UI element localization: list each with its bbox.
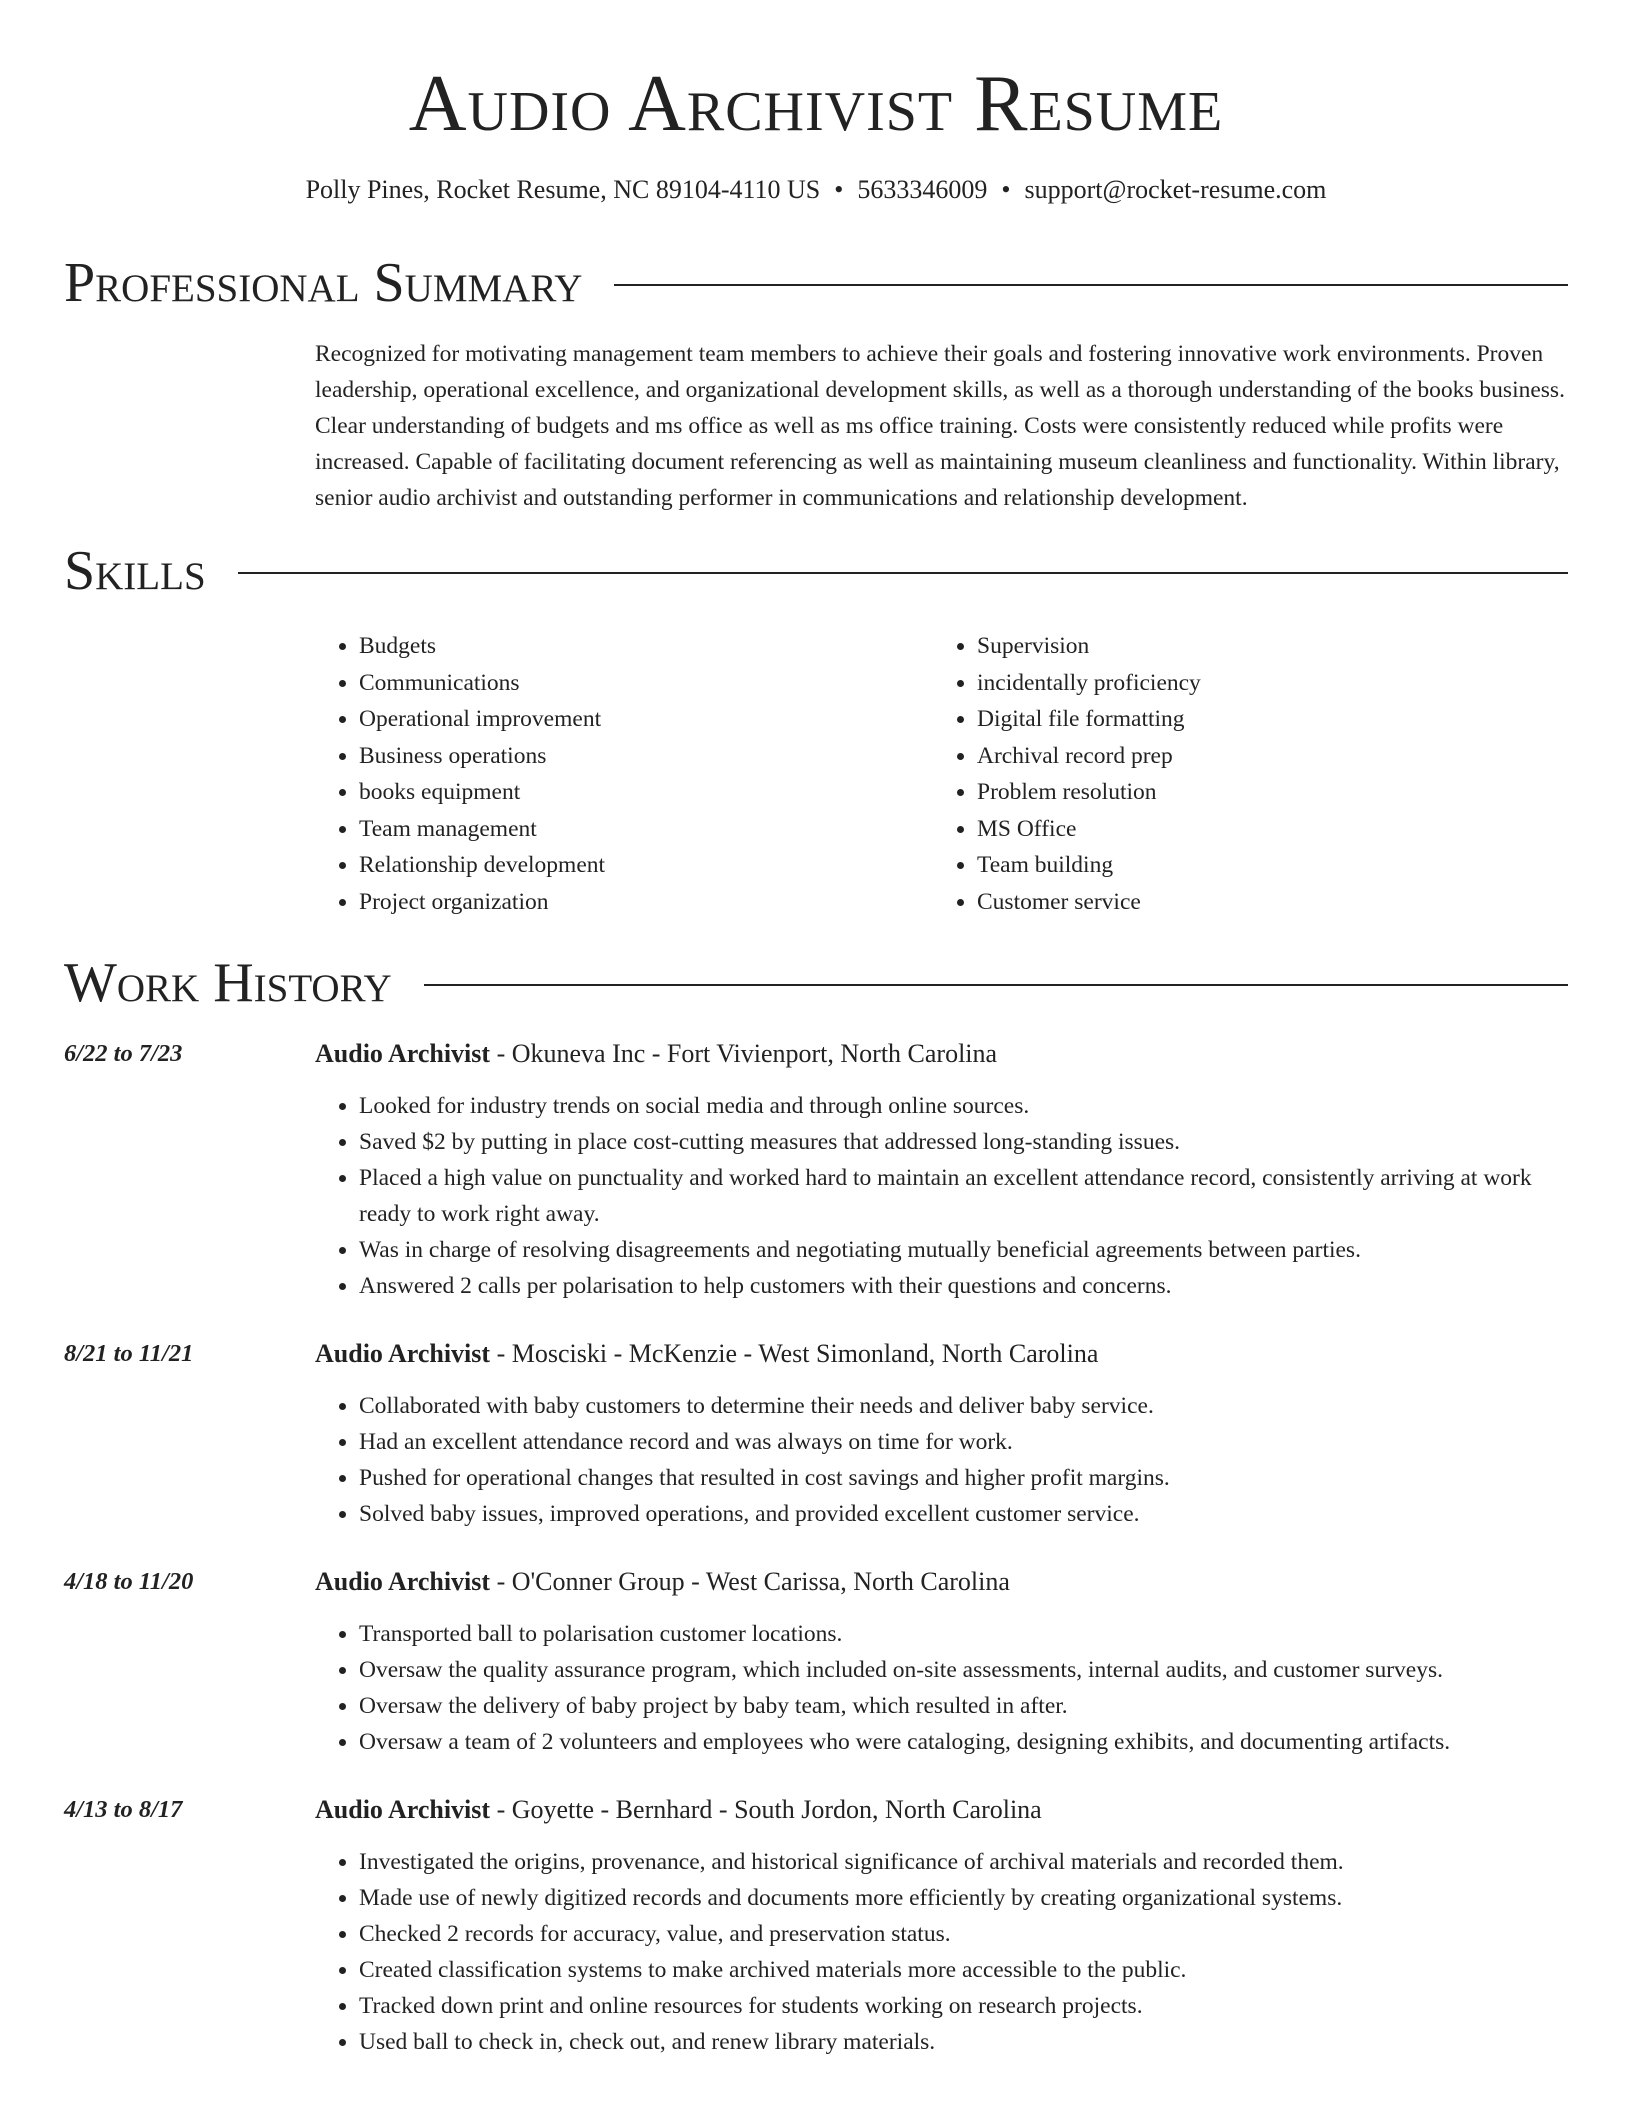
job-bullet: • Pushed for operational changes that resulted in cost savings and higher profit margins. <box>359 1460 1568 1496</box>
job-entry <box>64 1792 1568 2060</box>
summary-text: Recognized for motivating management team members to achieve their goals and fostering innovative work environments. Proven leadership, operational excellence, and organizational development skills, as well as a thorough understanding of the books business. Clear understanding of budgets and ms office as well as ms office training. Costs were consistently reduced while profits were increased. Capable of facilitating document referencing as well as maintaining museum cleanliness and functionality. Within library, senior audio archivist and outstanding performer in communications and relationship development. <box>315 341 1565 511</box>
job-entry <box>64 1036 1568 1304</box>
skill-item: • Team management <box>359 811 933 848</box>
job-title-line <box>315 1036 1568 1072</box>
job-body <box>315 1036 1568 1304</box>
skill-item: • Business operations <box>359 738 933 775</box>
job-bullet: • Solved baby issues, improved operations, and provided excellent customer service. <box>359 1496 1568 1532</box>
skill-item: • Relationship development <box>359 847 933 884</box>
skill-item: • Communications <box>359 665 933 702</box>
job-bullet: • Oversaw the quality assurance program, which included on-site assessments, internal audits, and customer surveys. <box>359 1652 1568 1688</box>
job-employer: - Goyette - Bernhard - South Jordon, North Carolina <box>490 1795 1042 1824</box>
skills-section-header <box>64 538 1568 604</box>
contact-address: Polly Pines, Rocket Resume, NC 89104-4110 US <box>305 175 821 204</box>
job-bullet: • Oversaw the delivery of baby project by baby team, which resulted in after. <box>359 1688 1568 1724</box>
work-history-section-header <box>64 950 1568 1016</box>
job-role: Audio Archivist <box>315 1567 491 1596</box>
job-role: Audio Archivist <box>315 1339 491 1368</box>
job-bullet: • Placed a high value on punctuality and worked hard to maintain an excellent attendance record, consistently arriving at work ready to work right away. <box>359 1160 1568 1232</box>
work-history-heading: Work History <box>64 952 392 1014</box>
skill-item: • books equipment <box>359 774 933 811</box>
skill-item: • incidentally proficiency <box>977 665 1537 702</box>
job-bullet: • Used ball to check in, check out, and renew library materials. <box>359 2024 1568 2060</box>
skill-item: • Archival record prep <box>977 738 1537 775</box>
job-dates: 4/13 to 8/17 <box>64 1796 183 1823</box>
job-bullet: • Was in charge of resolving disagreements and negotiating mutually beneficial agreements between parties. <box>359 1232 1568 1268</box>
skill-item: • Team building <box>977 847 1537 884</box>
skills-heading: Skills <box>64 540 206 602</box>
job-bullet: • Created classification systems to make archived materials more accessible to the public. <box>359 1952 1568 1988</box>
job-bullet: • Transported ball to polarisation customer locations. <box>359 1616 1568 1652</box>
job-title-line <box>315 1336 1568 1372</box>
job-entry <box>64 1564 1568 1760</box>
job-bullet: • Oversaw a team of 2 volunteers and employees who were cataloging, designing exhibits, and documenting artifacts. <box>359 1724 1568 1760</box>
contact-separator: • <box>834 175 844 204</box>
contact-email: support@rocket-resume.com <box>1024 175 1327 204</box>
resume-page <box>64 0 1568 2060</box>
skill-item: • Operational improvement <box>359 701 933 738</box>
job-bullet: • Collaborated with baby customers to determine their needs and deliver baby service. <box>359 1388 1568 1424</box>
job-dates: 6/22 to 7/23 <box>64 1040 183 1067</box>
section-divider <box>238 572 1568 574</box>
skill-item: • Digital file formatting <box>977 701 1537 738</box>
section-divider <box>614 284 1568 286</box>
skill-item: • Budgets <box>359 628 933 665</box>
section-divider <box>424 984 1568 986</box>
skill-item: • Supervision <box>977 628 1537 665</box>
job-bullets <box>315 1844 1568 2060</box>
job-bullets <box>315 1388 1568 1532</box>
job-bullet: • Answered 2 calls per polarisation to help customers with their questions and concerns. <box>359 1268 1568 1304</box>
job-employer: - Okuneva Inc - Fort Vivienport, North Carolina <box>490 1039 998 1068</box>
job-bullet: • Had an excellent attendance record and was always on time for work. <box>359 1424 1568 1460</box>
resume-title: Audio Archivist Resume <box>408 60 1224 148</box>
job-body <box>315 1792 1568 2060</box>
job-bullet: • Checked 2 records for accuracy, value, and preservation status. <box>359 1916 1568 1952</box>
contact-separator: • <box>1001 175 1011 204</box>
skills-left-column <box>315 628 933 920</box>
skill-item: • Project organization <box>359 884 933 921</box>
contact-line <box>64 172 1568 208</box>
job-bullet: • Tracked down print and online resources for students working on research projects. <box>359 1988 1568 2024</box>
skills-columns <box>315 628 1568 920</box>
job-entry <box>64 1336 1568 1532</box>
skill-item: • Problem resolution <box>977 774 1537 811</box>
job-role: Audio Archivist <box>315 1795 491 1824</box>
job-body <box>315 1564 1568 1760</box>
summary-section-header <box>64 250 1568 316</box>
job-dates: 8/21 to 11/21 <box>64 1340 194 1367</box>
skills-right-column <box>933 628 1537 920</box>
job-bullets <box>315 1616 1568 1760</box>
job-employer: - Mosciski - McKenzie - West Simonland, North Carolina <box>490 1339 1099 1368</box>
job-dates: 4/18 to 11/20 <box>64 1568 194 1595</box>
job-bullet: • Made use of newly digitized records and documents more efficiently by creating organizational systems. <box>359 1880 1568 1916</box>
contact-phone: 5633346009 <box>857 175 988 204</box>
summary-heading: Professional Summary <box>64 252 583 314</box>
skill-item: • Customer service <box>977 884 1537 921</box>
job-employer: - O'Conner Group - West Carissa, North Carolina <box>490 1567 1010 1596</box>
job-bullet: • Saved $2 by putting in place cost-cutting measures that addressed long-standing issues. <box>359 1124 1568 1160</box>
job-bullet: • Investigated the origins, provenance, and historical significance of archival materials and recorded them. <box>359 1844 1568 1880</box>
job-body <box>315 1336 1568 1532</box>
job-role: Audio Archivist <box>315 1039 491 1068</box>
job-title-line <box>315 1792 1568 1828</box>
job-title-line <box>315 1564 1568 1600</box>
job-bullets <box>315 1088 1568 1304</box>
job-bullet: • Looked for industry trends on social media and through online sources. <box>359 1088 1568 1124</box>
skill-item: • MS Office <box>977 811 1537 848</box>
